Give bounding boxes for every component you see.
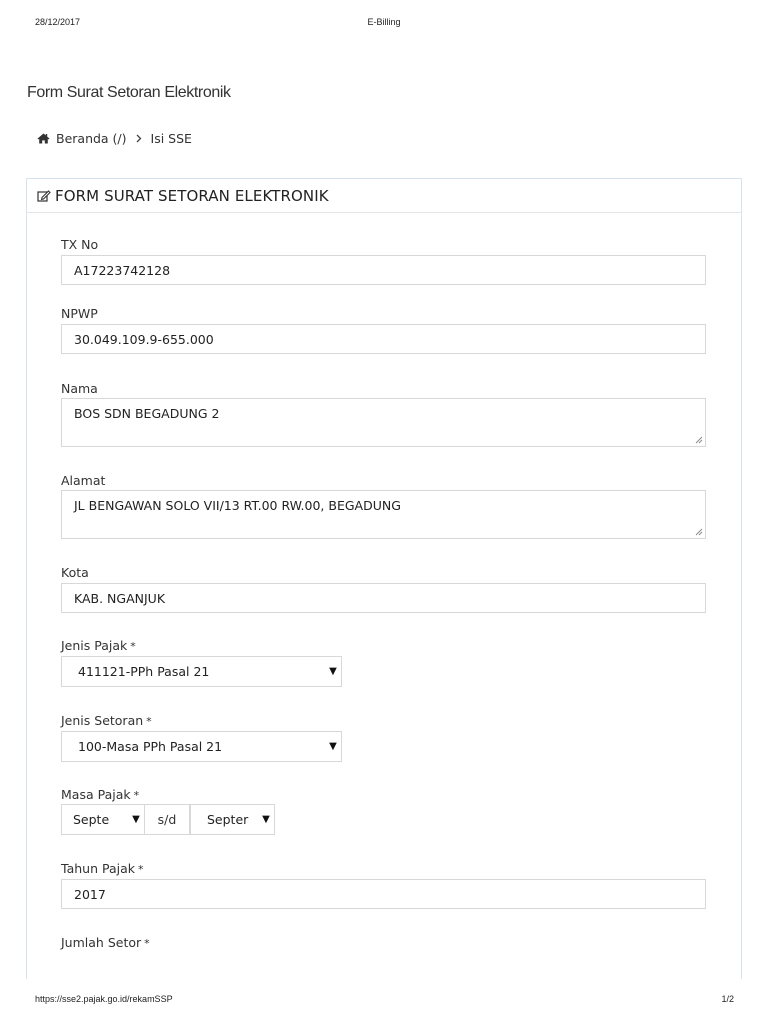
panel-heading (27, 179, 741, 213)
home-icon (37, 133, 50, 144)
resize-handle-icon[interactable] (695, 436, 703, 444)
alamat-textarea[interactable]: JL BENGAWAN SOLO VII/13 RT.00 RW.00, BEGADUNG (61, 490, 706, 539)
npwp-label: NPWP (61, 306, 98, 321)
tahun-pajak-input[interactable]: 2017 (61, 879, 706, 909)
breadcrumb-home-link[interactable]: Beranda (/) (56, 130, 127, 146)
chevron-right-icon (136, 134, 142, 143)
kota-input[interactable]: KAB. NGANJUK (61, 583, 706, 613)
print-page-number: 1/2 (721, 994, 734, 1004)
caret-down-icon: ▼ (329, 666, 337, 677)
print-title: E-Billing (367, 17, 401, 27)
nama-textarea[interactable]: BOS SDN BEGADUNG 2 (61, 398, 706, 447)
edit-icon (37, 190, 51, 202)
print-url: https://sse2.pajak.go.id/rekamSSP (35, 994, 173, 1004)
jenis-pajak-select[interactable]: 411121-PPh Pasal 21 ▼ (61, 656, 342, 687)
tahun-pajak-label: Tahun Pajak * (61, 861, 144, 876)
print-footer (0, 994, 768, 1008)
alamat-label: Alamat (61, 473, 106, 488)
tx-no-input[interactable]: A17223742128 (61, 255, 706, 285)
jenis-setoran-label: Jenis Setoran * (61, 713, 152, 728)
breadcrumb (37, 128, 192, 148)
masa-pajak-from-select[interactable]: Septe ▼ (61, 804, 145, 835)
page-title: Form Surat Setoran Elektronik (27, 84, 231, 101)
npwp-input[interactable]: 30.049.109.9-655.000 (61, 324, 706, 354)
print-header (0, 17, 768, 31)
kota-label: Kota (61, 565, 89, 580)
jenis-setoran-select[interactable]: 100-Masa PPh Pasal 21 ▼ (61, 731, 342, 762)
resize-handle-icon[interactable] (695, 528, 703, 536)
panel-title: FORM SURAT SETORAN ELEKTRONIK (55, 186, 329, 205)
masa-pajak-separator: s/d (144, 804, 190, 835)
masa-pajak-to-select[interactable]: Septer ▼ (190, 804, 275, 835)
form-panel (26, 178, 742, 979)
caret-down-icon: ▼ (329, 741, 337, 752)
caret-down-icon: ▼ (132, 814, 140, 825)
tx-no-label: TX No (61, 237, 99, 252)
caret-down-icon: ▼ (262, 814, 270, 825)
masa-pajak-label: Masa Pajak * (61, 787, 140, 802)
jenis-pajak-label: Jenis Pajak * (61, 638, 136, 653)
nama-label: Nama (61, 381, 98, 396)
jumlah-setor-label: Jumlah Setor * (61, 935, 150, 950)
print-date: 28/12/2017 (35, 17, 81, 27)
breadcrumb-current: Isi SSE (150, 130, 192, 146)
